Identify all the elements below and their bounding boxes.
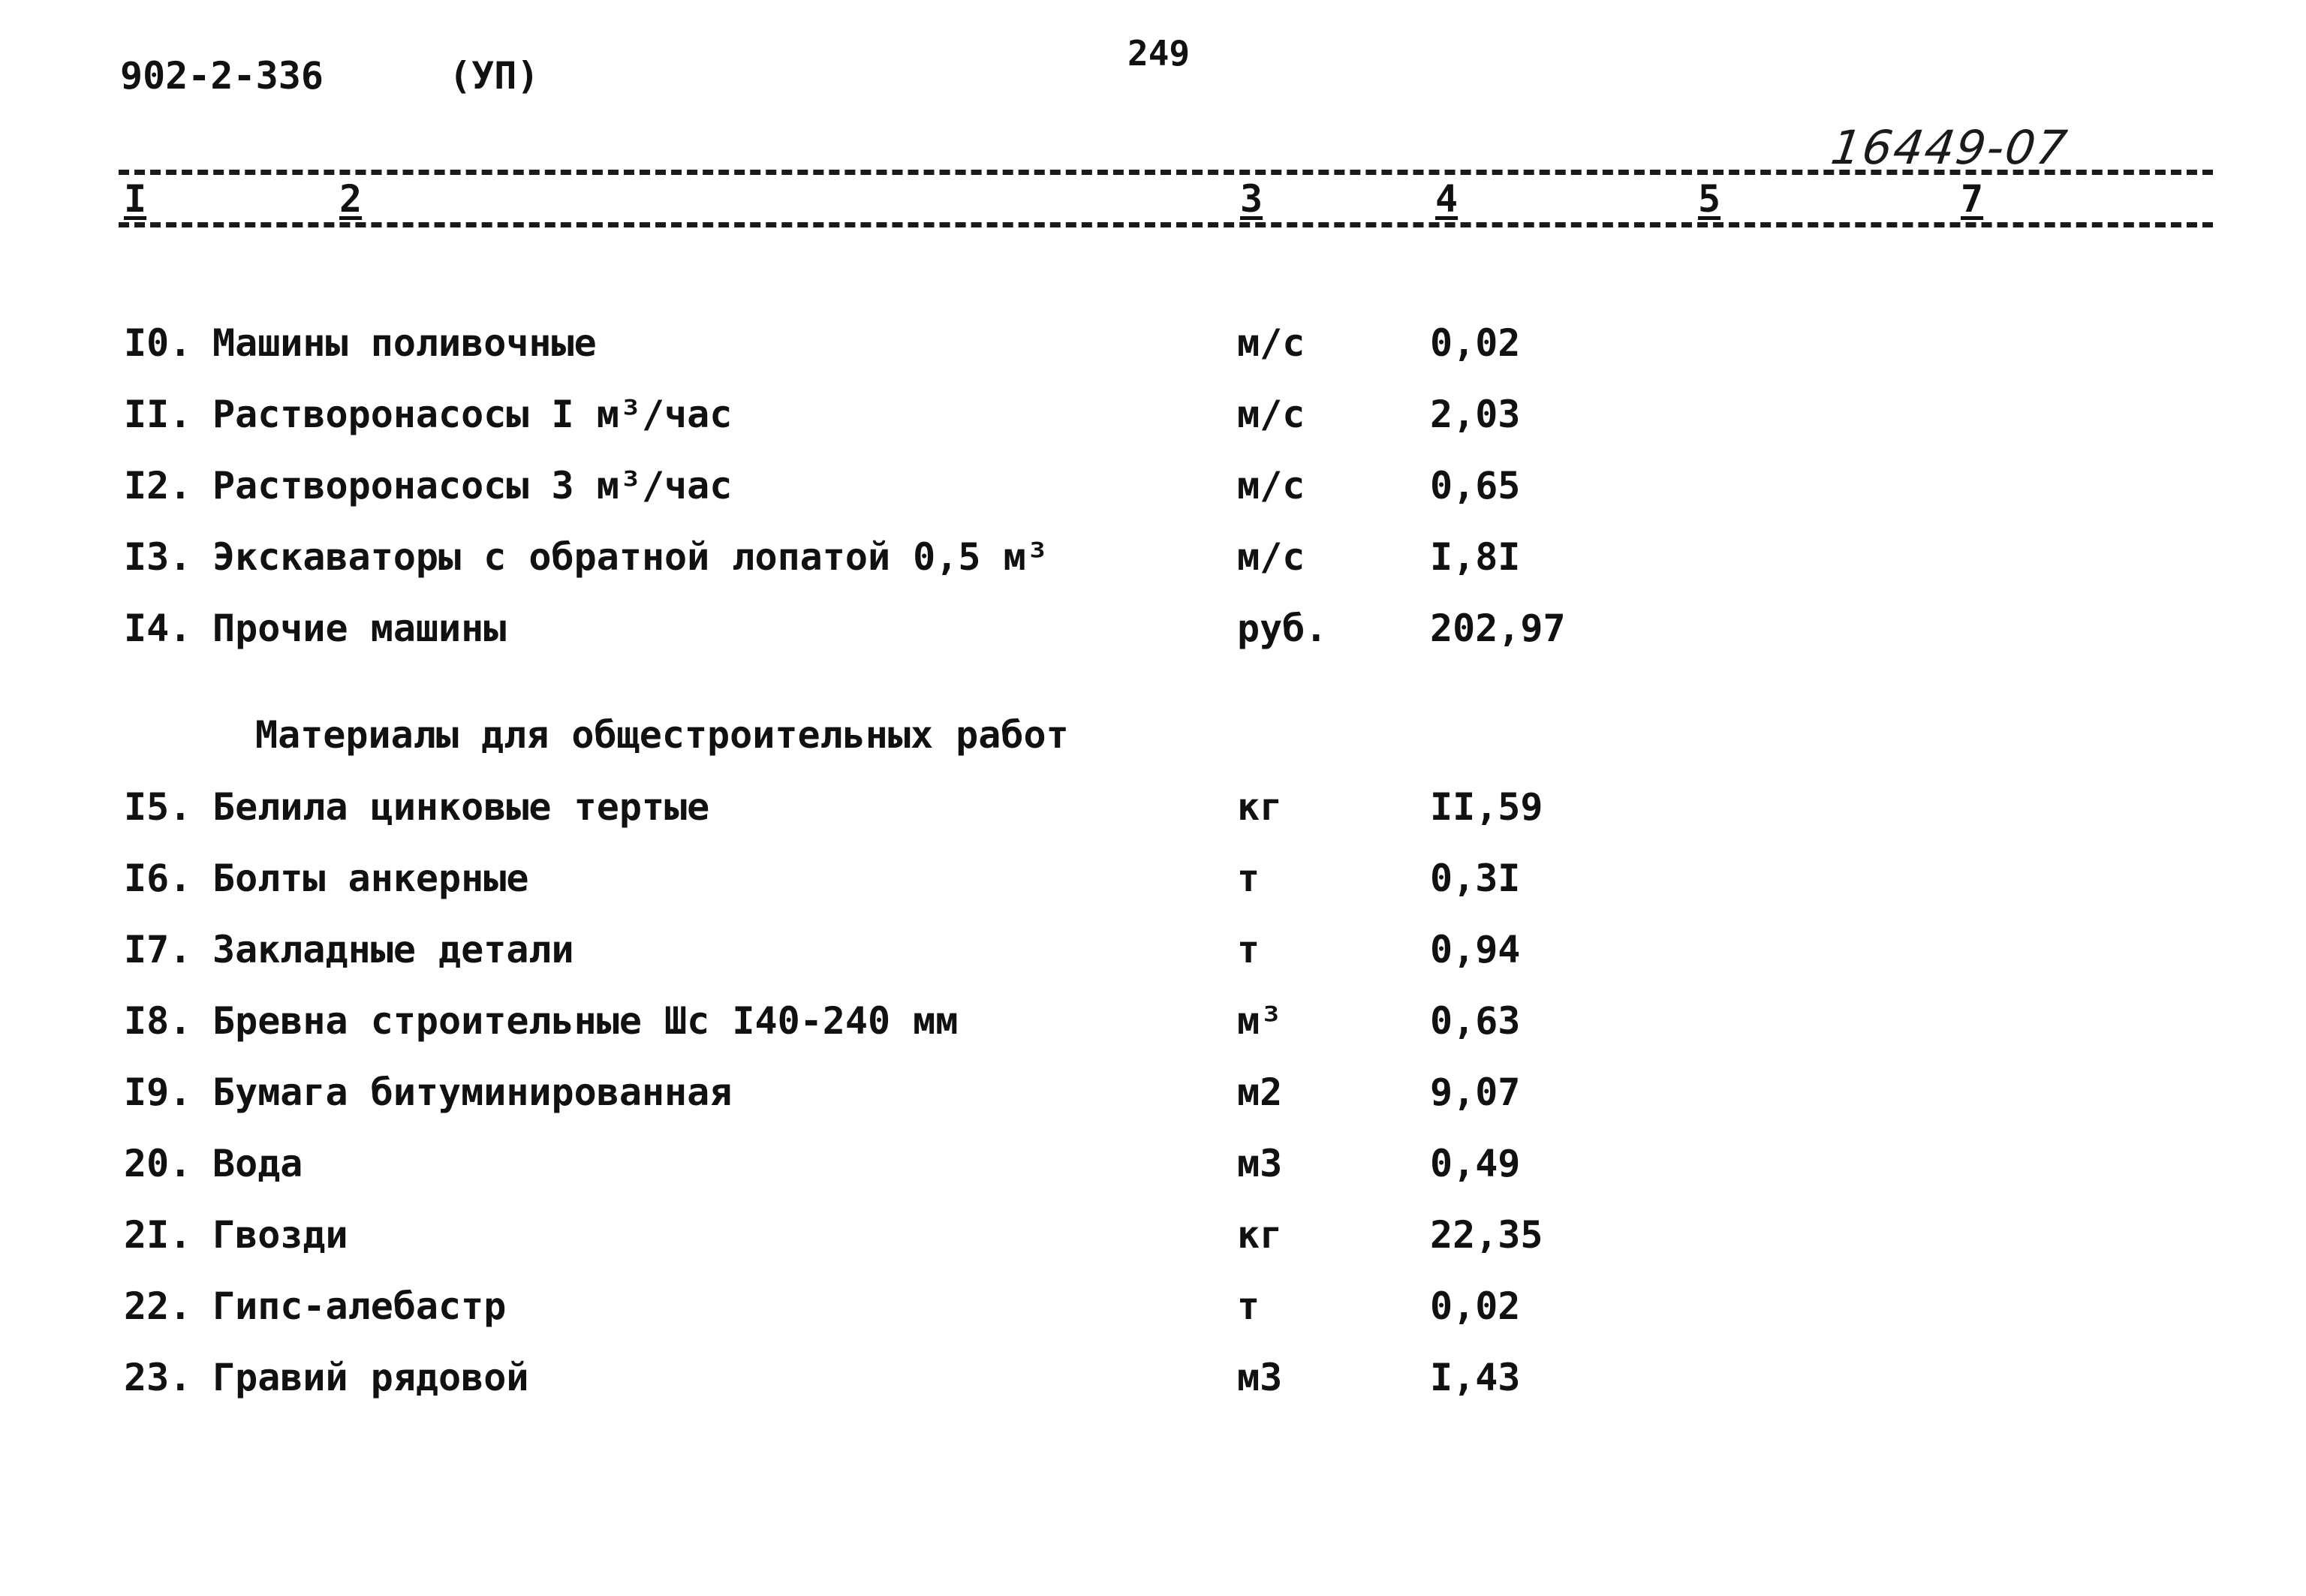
row-number: I5. <box>124 785 192 829</box>
row-name: Машины поливочные <box>212 321 597 365</box>
row-quantity: 0,65 <box>1430 464 1521 507</box>
column-number-3: 3 <box>1240 177 1263 221</box>
row-quantity: I,43 <box>1430 1356 1521 1399</box>
section-title: Материалы для общестроительных работ <box>255 713 1069 757</box>
bottom-dashed-rule <box>119 222 2213 227</box>
row-number: 22. <box>124 1284 192 1328</box>
row-quantity: 2,03 <box>1430 393 1521 436</box>
row-name: Растворонасосы 3 м³/час <box>212 464 733 507</box>
row-number: I6. <box>124 857 192 900</box>
row-name: Бумага битуминированная <box>212 1071 733 1114</box>
row-quantity: 0,02 <box>1430 1284 1521 1328</box>
row-name: Гипс-алебастр <box>212 1284 507 1328</box>
row-name: Гравий рядовой <box>212 1356 529 1399</box>
column-number-4: 4 <box>1435 177 1459 221</box>
row-name: Экскаваторы с обратной лопатой 0,5 м³ <box>212 535 1049 579</box>
row-unit: кг <box>1237 785 1283 829</box>
document-mark: (УП) <box>449 54 540 98</box>
row-number: 2I. <box>124 1213 192 1257</box>
row-quantity: 0,63 <box>1430 999 1521 1043</box>
row-number: II. <box>124 393 192 436</box>
column-number-2: 2 <box>339 177 363 221</box>
row-quantity: 0,49 <box>1430 1142 1521 1185</box>
row-name: Гвозди <box>212 1213 348 1257</box>
row-name: Закладные детали <box>212 928 574 971</box>
row-name: Прочие машины <box>212 607 507 650</box>
row-unit: м/с <box>1237 321 1305 365</box>
row-unit: м³ <box>1237 999 1283 1043</box>
row-name: Растворонасосы I м³/час <box>212 393 733 436</box>
column-number-7: 7 <box>1961 177 1984 221</box>
row-number: 23. <box>124 1356 192 1399</box>
row-unit: м3 <box>1237 1356 1283 1399</box>
row-quantity: 9,07 <box>1430 1071 1521 1114</box>
row-unit: т <box>1237 928 1260 971</box>
row-unit: т <box>1237 857 1260 900</box>
row-quantity: 0,02 <box>1430 321 1521 365</box>
row-name: Бревна строительные Шс I40-240 мм <box>212 999 959 1043</box>
row-unit: м/с <box>1237 464 1305 507</box>
document-code: 902-2-336 <box>120 54 324 98</box>
row-number: I0. <box>124 321 192 365</box>
row-number: I4. <box>124 607 192 650</box>
row-unit: м/с <box>1237 393 1305 436</box>
row-quantity: 22,35 <box>1430 1213 1543 1257</box>
row-name: Белила цинковые тертые <box>212 785 710 829</box>
row-quantity: I,8I <box>1430 535 1521 579</box>
top-dashed-rule <box>119 170 2213 175</box>
row-number: I9. <box>124 1071 192 1114</box>
row-quantity: II,59 <box>1430 785 1543 829</box>
row-number: 20. <box>124 1142 192 1185</box>
row-unit: т <box>1237 1284 1260 1328</box>
row-quantity: 0,3I <box>1430 857 1521 900</box>
column-number-5: 5 <box>1698 177 1721 221</box>
row-unit: м/с <box>1237 535 1305 579</box>
page-number: 249 <box>1127 33 1191 74</box>
row-number: I3. <box>124 535 192 579</box>
row-quantity: 202,97 <box>1430 607 1566 650</box>
row-unit: кг <box>1237 1213 1283 1257</box>
column-number-1: I <box>124 177 147 221</box>
row-number: I7. <box>124 928 192 971</box>
row-name: Болты анкерные <box>212 857 529 900</box>
row-quantity: 0,94 <box>1430 928 1521 971</box>
row-name: Вода <box>212 1142 303 1185</box>
handwritten-inventory-number: 16449-07 <box>1827 120 2072 175</box>
row-unit: м3 <box>1237 1142 1283 1185</box>
row-number: I8. <box>124 999 192 1043</box>
row-unit: м2 <box>1237 1071 1283 1114</box>
row-number: I2. <box>124 464 192 507</box>
row-unit: руб. <box>1237 607 1328 650</box>
